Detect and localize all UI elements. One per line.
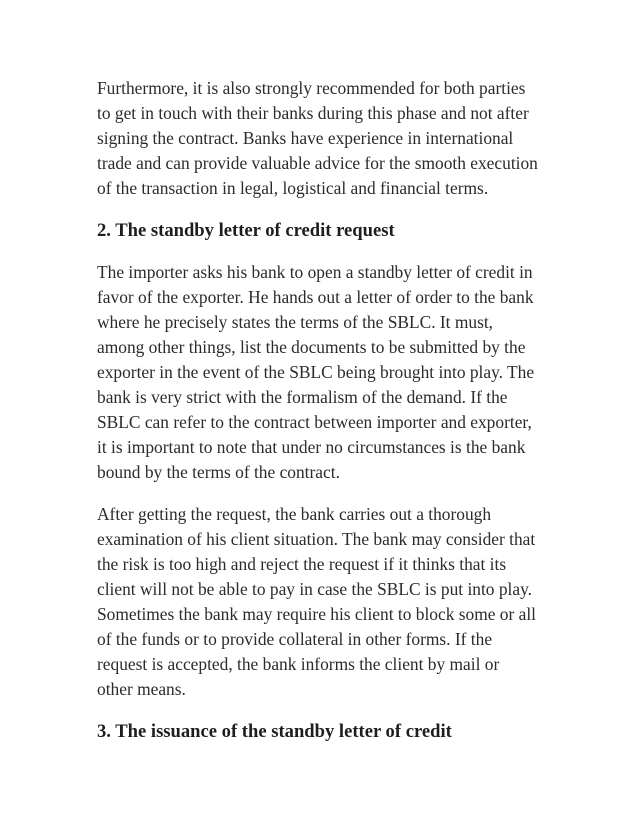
text-line: examination of his client situation. The bank may consider that [97, 529, 536, 549]
text-line: of the funds or to provide collateral in other forms. If the [97, 629, 493, 649]
document-page [97, 76, 567, 744]
section-2-paragraph-1 [97, 260, 567, 485]
text-line: request is accepted, the bank informs the client by mail or [97, 654, 500, 674]
section-3-heading: 3. The issuance of the standby letter of credit [97, 721, 452, 742]
section-2-heading: 2. The standby letter of credit request [97, 220, 395, 241]
text-line: SBLC can refer to the contract between importer and exporter, [97, 412, 532, 432]
text-line: signing the contract. Banks have experience in international [97, 128, 514, 148]
text-line: other means. [97, 679, 186, 699]
text-line: favor of the exporter. He hands out a letter of order to the bank [97, 287, 534, 307]
text-line: among other things, list the documents to be submitted by the [97, 337, 526, 357]
text-line: After getting the request, the bank carries out a thorough [97, 504, 492, 524]
spacer [97, 201, 567, 218]
spacer [97, 485, 567, 502]
text-line: the risk is too high and reject the request if it thinks that its [97, 554, 507, 574]
text-line: trade and can provide valuable advice for the smooth execution [97, 153, 538, 173]
text-line: Sometimes the bank may require his client to block some or all [97, 604, 537, 624]
intro-paragraph [97, 76, 567, 201]
section-2-paragraph-2 [97, 502, 567, 702]
text-line: of the transaction in legal, logistical and financial terms. [97, 178, 489, 198]
text-line: The importer asks his bank to open a standby letter of credit in [97, 262, 533, 282]
text-line: it is important to note that under no circumstances is the bank [97, 437, 526, 457]
text-line: where he precisely states the terms of the SBLC. It must, [97, 312, 494, 332]
spacer [97, 243, 567, 260]
text-line: bound by the terms of the contract. [97, 462, 340, 482]
text-line: to get in touch with their banks during this phase and not after [97, 103, 529, 123]
text-line: exporter in the event of the SBLC being brought into play. The [97, 362, 535, 382]
text-line: bank is very strict with the formalism of the demand. If the [97, 387, 508, 407]
spacer [97, 702, 567, 719]
text-line: Furthermore, it is also strongly recommended for both parties [97, 78, 526, 98]
text-line: client will not be able to pay in case the SBLC is put into play. [97, 579, 533, 599]
